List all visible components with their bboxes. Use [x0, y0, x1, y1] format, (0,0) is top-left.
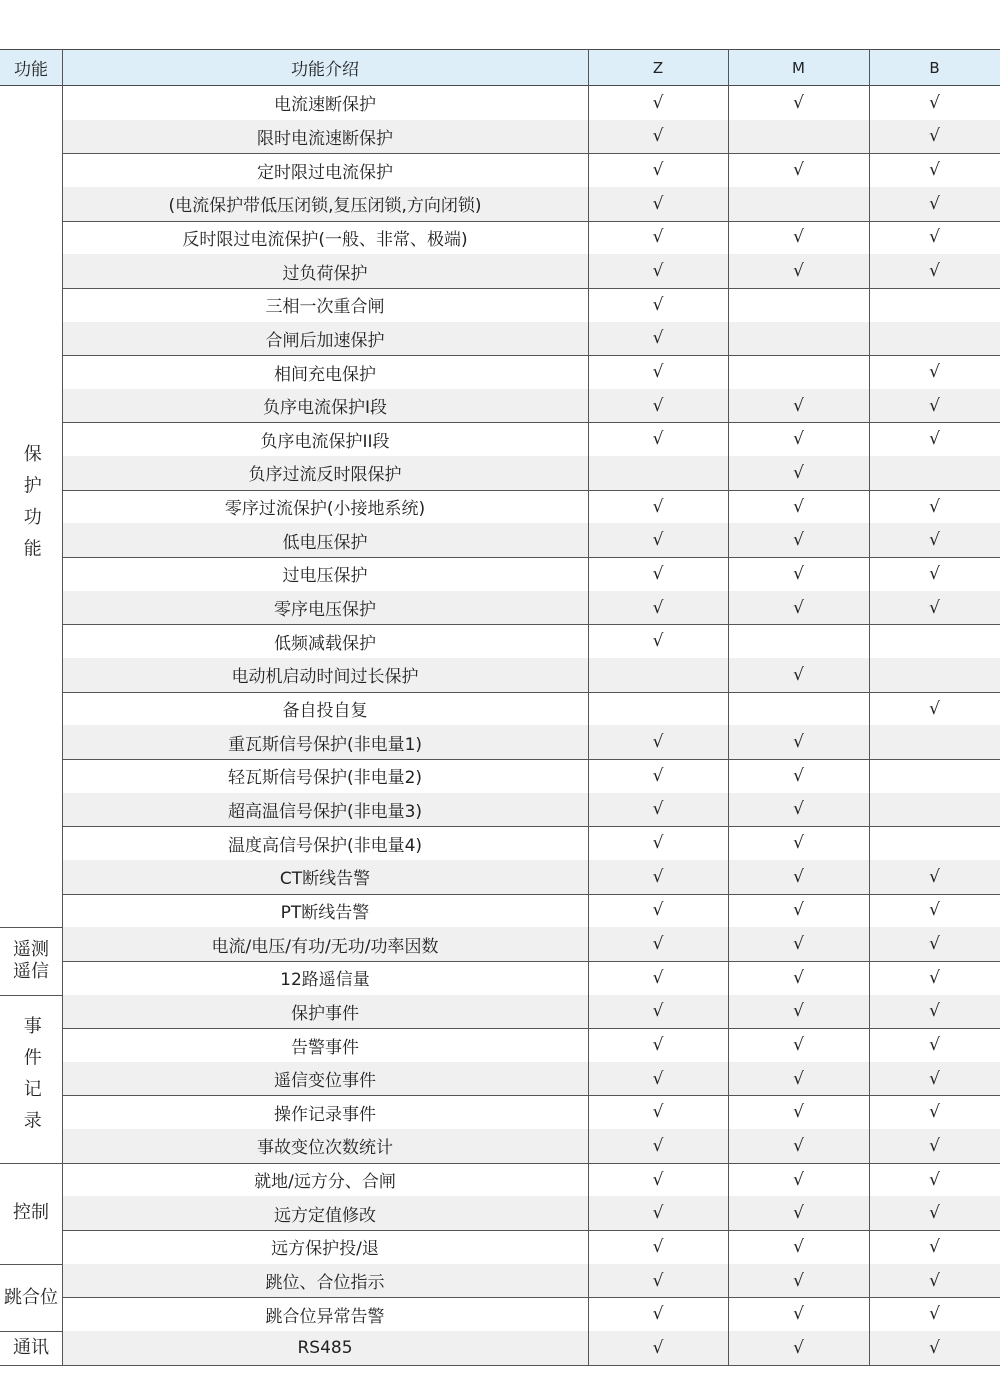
column-divider	[728, 86, 729, 1365]
model-z-support-cell	[588, 995, 728, 1029]
check-mark: √	[652, 92, 664, 113]
model-b-support-cell	[869, 1196, 1000, 1230]
check-mark: √	[929, 261, 940, 282]
feature-name: PT断线告警	[280, 902, 370, 923]
check-mark: √	[929, 1169, 940, 1190]
model-m-support-cell	[728, 1196, 869, 1230]
model-z-support-cell	[588, 759, 728, 793]
feature-name: 电动机启动时间过长保护	[231, 667, 419, 688]
model-z-support-cell	[588, 355, 728, 389]
check-mark: √	[929, 1236, 940, 1257]
feature-name: 远方保护投/退	[271, 1239, 379, 1260]
model-m-support-cell	[728, 1129, 869, 1163]
check-mark: √	[793, 1337, 804, 1358]
model-b-support-cell	[869, 692, 1000, 726]
check-mark: √	[652, 1169, 664, 1190]
check-mark: √	[652, 866, 664, 887]
header-column-divider	[588, 49, 589, 86]
check-mark: √	[652, 597, 664, 618]
model-m-support-cell	[728, 927, 869, 961]
feature-name: 超高温信号保护(非电量3)	[227, 801, 423, 822]
model-z-support-cell	[588, 221, 728, 255]
model-z-support-cell	[588, 1196, 728, 1230]
model-m-support-cell	[728, 1062, 869, 1096]
model-z-support-cell	[588, 894, 728, 928]
check-mark: √	[652, 530, 664, 551]
model-b-support-cell	[869, 591, 1000, 625]
check-mark: √	[929, 160, 940, 181]
model-m-support-cell	[728, 1028, 869, 1062]
check-mark: √	[929, 597, 940, 618]
model-b-support-cell	[869, 86, 1000, 120]
model-z-support-cell	[588, 153, 728, 187]
model-z-support-cell	[588, 120, 728, 154]
model-b-support-cell	[869, 153, 1000, 187]
model-z-support-cell	[588, 658, 728, 692]
model-m-support-cell	[728, 120, 869, 154]
check-mark: √	[929, 563, 940, 584]
check-mark: √	[793, 833, 804, 854]
model-z-support-cell	[588, 692, 728, 726]
check-mark: √	[652, 934, 664, 955]
model-b-support-cell	[869, 1028, 1000, 1062]
header-model-z: Z	[588, 49, 728, 86]
model-m-support-cell	[728, 389, 869, 423]
model-z-support-cell	[588, 322, 728, 356]
check-mark: √	[793, 1169, 804, 1190]
model-z-support-cell	[588, 927, 728, 961]
check-mark: √	[652, 631, 664, 652]
feature-name: 合闸后加速保护	[265, 330, 385, 351]
check-mark: √	[929, 429, 940, 450]
model-b-support-cell	[869, 1096, 1000, 1130]
model-m-support-cell	[728, 1331, 869, 1365]
model-b-support-cell	[869, 1331, 1000, 1365]
check-mark: √	[652, 1068, 664, 1089]
check-mark: √	[652, 395, 664, 416]
check-mark: √	[929, 967, 940, 988]
model-z-support-cell	[588, 490, 728, 524]
check-mark: √	[652, 126, 664, 147]
model-b-support-cell	[869, 288, 1000, 322]
model-z-support-cell	[588, 1129, 728, 1163]
model-m-support-cell	[728, 187, 869, 221]
check-mark: √	[793, 563, 804, 584]
model-m-support-cell	[728, 860, 869, 894]
check-mark: √	[929, 227, 940, 248]
model-z-support-cell	[588, 1028, 728, 1062]
model-b-support-cell	[869, 490, 1000, 524]
model-z-support-cell	[588, 187, 728, 221]
model-z-support-cell	[588, 254, 728, 288]
model-b-support-cell	[869, 456, 1000, 490]
check-mark: √	[793, 160, 804, 181]
feature-name: 定时限过电流保护	[257, 162, 393, 183]
check-mark: √	[652, 1035, 664, 1055]
model-b-support-cell	[869, 523, 1000, 557]
model-m-support-cell	[728, 1264, 869, 1298]
feature-name: CT断线告警	[279, 869, 371, 890]
model-b-support-cell	[869, 826, 1000, 860]
check-mark: √	[929, 866, 940, 887]
model-z-support-cell	[588, 1062, 728, 1096]
model-b-support-cell	[869, 423, 1000, 457]
header-model-b: B	[869, 49, 1000, 86]
model-m-support-cell	[728, 557, 869, 591]
feature-name: 三相一次重合闸	[265, 297, 385, 318]
check-mark: √	[793, 597, 804, 618]
category-label: 遥测 遥信	[13, 939, 49, 982]
check-mark: √	[652, 227, 664, 248]
column-divider	[588, 86, 589, 1365]
check-mark: √	[793, 1270, 804, 1291]
check-mark: √	[929, 1068, 940, 1089]
check-mark: √	[929, 1001, 940, 1022]
feature-name: 操作记录事件	[274, 1104, 376, 1125]
check-mark: √	[793, 1304, 804, 1325]
model-b-support-cell	[869, 961, 1000, 995]
model-b-support-cell	[869, 355, 1000, 389]
model-m-support-cell	[728, 322, 869, 356]
check-mark: √	[652, 362, 664, 382]
feature-name: 过负荷保护	[282, 263, 368, 284]
check-mark: √	[793, 799, 804, 820]
check-mark: √	[652, 1337, 664, 1358]
check-mark: √	[652, 732, 664, 753]
model-b-support-cell	[869, 759, 1000, 793]
check-mark: √	[929, 1102, 940, 1123]
check-mark: √	[929, 362, 940, 382]
header-column-divider	[869, 49, 870, 86]
check-mark: √	[652, 160, 664, 181]
feature-name: 负序过流反时限保护	[248, 465, 402, 486]
feature-name: 重瓦斯信号保护(非电量1)	[227, 734, 423, 755]
model-m-support-cell	[728, 490, 869, 524]
feature-name: 负序电流保护II段	[260, 431, 390, 452]
model-b-support-cell	[869, 322, 1000, 356]
category-label: 事件记录	[20, 1015, 42, 1142]
model-z-support-cell	[588, 826, 728, 860]
model-b-support-cell	[869, 389, 1000, 423]
check-mark: √	[793, 395, 804, 416]
model-m-support-cell	[728, 221, 869, 255]
check-mark: √	[652, 1001, 664, 1022]
model-m-support-cell	[728, 624, 869, 658]
check-mark: √	[652, 799, 664, 820]
model-z-support-cell	[588, 793, 728, 827]
check-mark: √	[652, 429, 664, 450]
feature-name: 就地/远方分、合闸	[254, 1172, 396, 1193]
feature-name: 电流/电压/有功/无功/功率因数	[211, 936, 439, 957]
feature-name: RS485	[297, 1337, 353, 1358]
header-category: 功能	[0, 49, 62, 86]
model-z-support-cell	[588, 423, 728, 457]
check-mark: √	[929, 1337, 940, 1358]
check-mark: √	[793, 765, 804, 786]
header-description: 功能介绍	[62, 49, 588, 86]
category-label: 控制	[13, 1202, 49, 1224]
header-column-divider	[62, 49, 63, 86]
model-b-support-cell	[869, 1297, 1000, 1331]
model-z-support-cell	[588, 288, 728, 322]
check-mark: √	[929, 900, 940, 921]
model-m-support-cell	[728, 793, 869, 827]
feature-name: 负序电流保护I段	[262, 398, 387, 419]
check-mark: √	[652, 1135, 664, 1156]
model-z-support-cell	[588, 1264, 728, 1298]
model-m-support-cell	[728, 423, 869, 457]
check-mark: √	[929, 1135, 940, 1156]
check-mark: √	[793, 934, 804, 955]
feature-name: 保护事件	[291, 1003, 359, 1024]
model-b-support-cell	[869, 995, 1000, 1029]
model-z-support-cell	[588, 725, 728, 759]
check-mark: √	[652, 1203, 664, 1224]
check-mark: √	[652, 193, 664, 214]
group-divider	[0, 1365, 1000, 1366]
check-mark: √	[793, 1203, 804, 1224]
model-z-support-cell	[588, 1331, 728, 1365]
check-mark: √	[652, 833, 664, 854]
check-mark: √	[929, 698, 940, 719]
check-mark: √	[793, 227, 804, 248]
model-b-support-cell	[869, 658, 1000, 692]
check-mark: √	[652, 900, 664, 921]
model-z-support-cell	[588, 961, 728, 995]
model-m-support-cell	[728, 153, 869, 187]
model-m-support-cell	[728, 591, 869, 625]
model-z-support-cell	[588, 591, 728, 625]
check-mark: √	[793, 1102, 804, 1123]
check-mark: √	[929, 1203, 940, 1224]
check-mark: √	[652, 1270, 664, 1291]
check-mark: √	[793, 530, 804, 551]
feature-name: 反时限过电流保护(一般、非常、极端)	[182, 229, 468, 250]
check-mark: √	[793, 1236, 804, 1257]
feature-name: 备自投自复	[282, 701, 368, 721]
check-mark: √	[793, 866, 804, 887]
model-m-support-cell	[728, 894, 869, 928]
header-column-divider	[728, 49, 729, 86]
model-z-support-cell	[588, 1230, 728, 1264]
feature-name: 告警事件	[291, 1037, 359, 1058]
model-m-support-cell	[728, 692, 869, 726]
model-z-support-cell	[588, 1163, 728, 1197]
category-label: 跳合位	[4, 1286, 58, 1308]
check-mark: √	[652, 1304, 664, 1325]
column-divider	[62, 86, 63, 1365]
model-b-support-cell	[869, 894, 1000, 928]
check-mark: √	[929, 92, 940, 113]
check-mark: √	[793, 1135, 804, 1156]
check-mark: √	[652, 496, 664, 517]
feature-name: 相间充电保护	[274, 364, 376, 385]
model-b-support-cell	[869, 1163, 1000, 1197]
check-mark: √	[793, 1001, 804, 1022]
model-m-support-cell	[728, 1297, 869, 1331]
check-mark: √	[793, 92, 804, 113]
category-label: 通讯	[13, 1337, 49, 1359]
model-m-support-cell	[728, 826, 869, 860]
category-label: 保护功能	[20, 443, 42, 570]
model-z-support-cell	[588, 523, 728, 557]
model-z-support-cell	[588, 557, 728, 591]
model-z-support-cell	[588, 624, 728, 658]
model-m-support-cell	[728, 1230, 869, 1264]
check-mark: √	[929, 1270, 940, 1291]
feature-name: 零序过流保护(小接地系统)	[224, 499, 426, 520]
feature-name: 轻瓦斯信号保护(非电量2)	[227, 768, 423, 789]
model-b-support-cell	[869, 557, 1000, 591]
check-mark: √	[652, 765, 664, 786]
model-b-support-cell	[869, 927, 1000, 961]
check-mark: √	[929, 496, 940, 517]
model-m-support-cell	[728, 995, 869, 1029]
feature-name: 低电压保护	[282, 532, 368, 553]
model-z-support-cell	[588, 1297, 728, 1331]
feature-name: 低频减载保护	[274, 633, 376, 654]
check-mark: √	[793, 967, 804, 988]
header-model-m: M	[728, 49, 869, 86]
model-z-support-cell	[588, 389, 728, 423]
model-m-support-cell	[728, 759, 869, 793]
model-z-support-cell	[588, 860, 728, 894]
feature-name: 12路遥信量	[280, 970, 370, 991]
check-mark: √	[793, 732, 804, 753]
column-divider	[869, 86, 870, 1365]
model-b-support-cell	[869, 725, 1000, 759]
model-b-support-cell	[869, 221, 1000, 255]
feature-name: 电流速断保护	[274, 95, 376, 116]
check-mark: √	[793, 496, 804, 517]
model-m-support-cell	[728, 254, 869, 288]
check-mark: √	[793, 1035, 804, 1055]
check-mark: √	[652, 1102, 664, 1123]
model-z-support-cell	[588, 456, 728, 490]
feature-name: (电流保护带低压闭锁,复压闭锁,方向闭锁)	[168, 196, 482, 217]
model-b-support-cell	[869, 254, 1000, 288]
check-mark: √	[929, 1035, 940, 1055]
model-b-support-cell	[869, 1129, 1000, 1163]
check-mark: √	[652, 1236, 664, 1257]
model-b-support-cell	[869, 624, 1000, 658]
feature-name: 事故变位次数统计	[257, 1138, 393, 1159]
check-mark: √	[652, 261, 664, 282]
feature-name: 跳位、合位指示	[265, 1273, 385, 1294]
model-m-support-cell	[728, 523, 869, 557]
model-b-support-cell	[869, 1264, 1000, 1298]
check-mark: √	[929, 1304, 940, 1325]
check-mark: √	[929, 395, 940, 416]
check-mark: √	[929, 530, 940, 551]
model-b-support-cell	[869, 860, 1000, 894]
feature-name: 远方定值修改	[274, 1205, 376, 1226]
check-mark: √	[793, 429, 804, 450]
feature-name: 限时电流速断保护	[257, 128, 393, 149]
model-b-support-cell	[869, 187, 1000, 221]
feature-name: 零序电压保护	[274, 600, 376, 621]
model-z-support-cell	[588, 1096, 728, 1130]
feature-name: 温度高信号保护(非电量4)	[227, 835, 423, 856]
check-mark: √	[929, 126, 940, 147]
feature-name: 跳合位异常告警	[265, 1306, 385, 1327]
check-mark: √	[652, 563, 664, 584]
model-m-support-cell	[728, 456, 869, 490]
check-mark: √	[652, 328, 664, 349]
model-m-support-cell	[728, 288, 869, 322]
check-mark: √	[929, 193, 940, 214]
model-b-support-cell	[869, 120, 1000, 154]
feature-name: 遥信变位事件	[274, 1071, 376, 1092]
model-z-support-cell	[588, 86, 728, 120]
model-b-support-cell	[869, 1230, 1000, 1264]
model-m-support-cell	[728, 658, 869, 692]
check-mark: √	[929, 934, 940, 955]
check-mark: √	[793, 900, 804, 921]
check-mark: √	[793, 261, 804, 282]
model-m-support-cell	[728, 1096, 869, 1130]
check-mark: √	[793, 1068, 804, 1089]
check-mark: √	[793, 664, 804, 685]
model-b-support-cell	[869, 1062, 1000, 1096]
model-m-support-cell	[728, 1163, 869, 1197]
check-mark: √	[793, 462, 804, 483]
check-mark: √	[652, 294, 664, 315]
model-b-support-cell	[869, 793, 1000, 827]
model-m-support-cell	[728, 725, 869, 759]
check-mark: √	[652, 967, 664, 988]
model-m-support-cell	[728, 961, 869, 995]
model-m-support-cell	[728, 355, 869, 389]
model-m-support-cell	[728, 86, 869, 120]
feature-name: 过电压保护	[282, 566, 368, 587]
